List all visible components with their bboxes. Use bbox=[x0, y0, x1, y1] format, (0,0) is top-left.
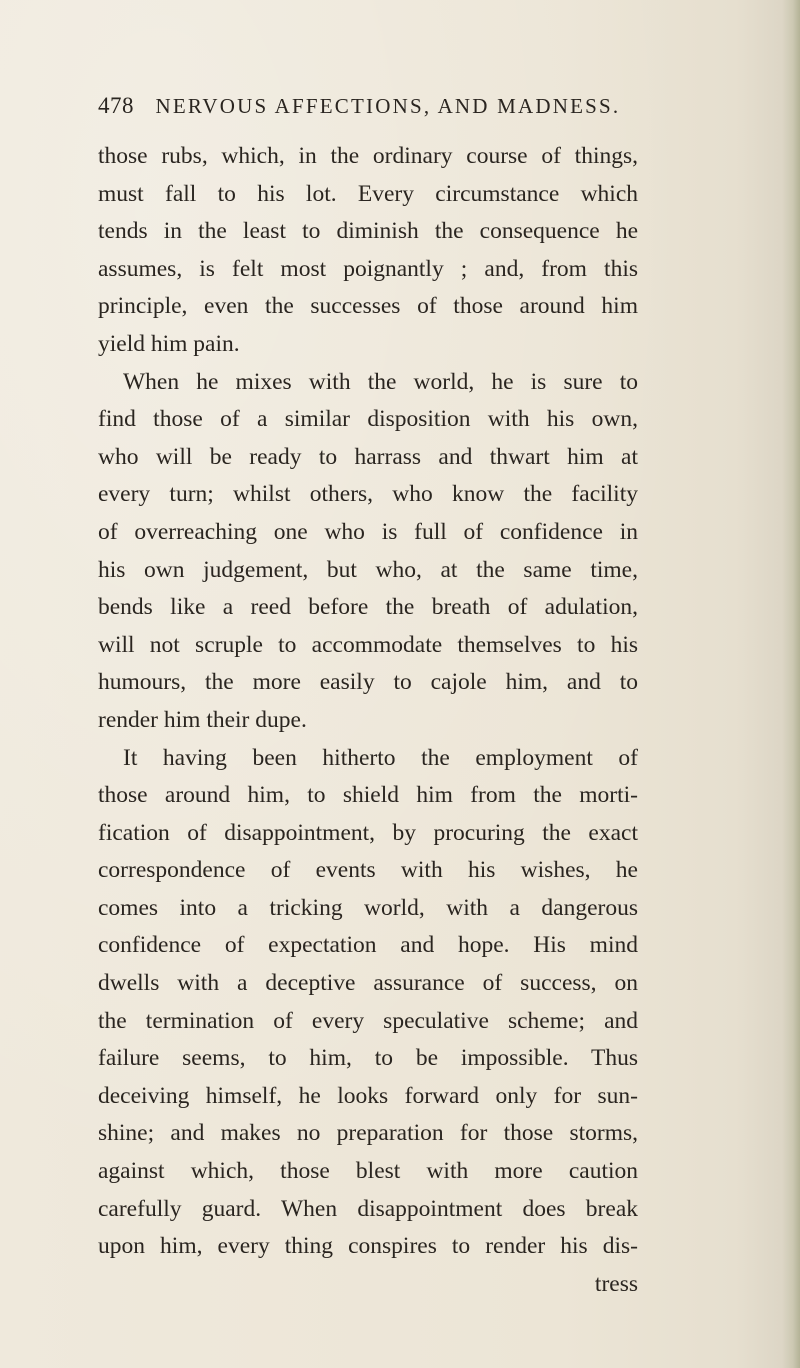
text-line: correspondence of events with his wishes, he bbox=[98, 857, 638, 884]
text-line: principle, even the successes of those around him bbox=[98, 293, 638, 320]
text-line: failure seems, to him, to be impossible. Thus bbox=[98, 1045, 638, 1072]
text-line: carefully guard. When disappointment does break bbox=[98, 1195, 638, 1222]
text-line: those rubs, which, in the ordinary course of things, bbox=[98, 143, 638, 169]
text-line: will not scruple to accommodate themselves to his bbox=[98, 631, 638, 658]
running-head: NERVOUS AFFECTIONS, AND MADNESS. bbox=[155, 94, 621, 118]
text-line: those around him, to shield him from the morti- bbox=[98, 782, 638, 809]
text-line: tends in the least to diminish the consequence he bbox=[98, 218, 638, 245]
text-line: comes into a tricking world, with a dangerous bbox=[98, 894, 638, 921]
page-number: 478 bbox=[98, 93, 134, 118]
text-line: render him their dupe. bbox=[98, 706, 307, 733]
text-line: who will be ready to harrass and thwart him at bbox=[98, 443, 638, 470]
body-text bbox=[98, 138, 638, 1303]
text-line: assumes, is felt most poignantly ; and, from this bbox=[98, 255, 638, 282]
text-line: every turn; whilst others, who know the facility bbox=[98, 481, 638, 508]
text-line: find those of a similar disposition with his own, bbox=[98, 406, 638, 433]
text-line: dwells with a deceptive assurance of success, on bbox=[98, 970, 638, 997]
text-line: When he mixes with the world, he is sure to bbox=[123, 368, 638, 395]
text-line: his own judgement, but who, at the same time, bbox=[98, 556, 638, 583]
page-edge-shadow bbox=[782, 0, 800, 1368]
text-line: deceiving himself, he looks forward only for sun- bbox=[98, 1082, 638, 1109]
catchword: tress bbox=[594, 1270, 638, 1297]
text-line: bends like a reed before the breath of adulation, bbox=[98, 594, 638, 621]
text-line: confidence of expectation and hope. His mind bbox=[98, 932, 638, 959]
text-line: of overreaching one who is full of confidence in bbox=[98, 518, 638, 545]
text-line: yield him pain. bbox=[98, 330, 240, 357]
text-line: must fall to his lot. Every circumstance which bbox=[98, 180, 638, 207]
text-line: upon him, every thing conspires to render his dis- bbox=[98, 1233, 638, 1260]
text-line: fication of disappointment, by procuring the exact bbox=[98, 819, 638, 846]
text-line: against which, those blest with more caution bbox=[98, 1158, 638, 1185]
text-line: the termination of every speculative scheme; and bbox=[98, 1007, 638, 1034]
text-line: shine; and makes no preparation for those storms, bbox=[98, 1120, 638, 1147]
text-line: humours, the more easily to cajole him, and to bbox=[98, 669, 638, 696]
text-line: It having been hitherto the employment of bbox=[123, 744, 638, 771]
page-header bbox=[98, 93, 658, 133]
